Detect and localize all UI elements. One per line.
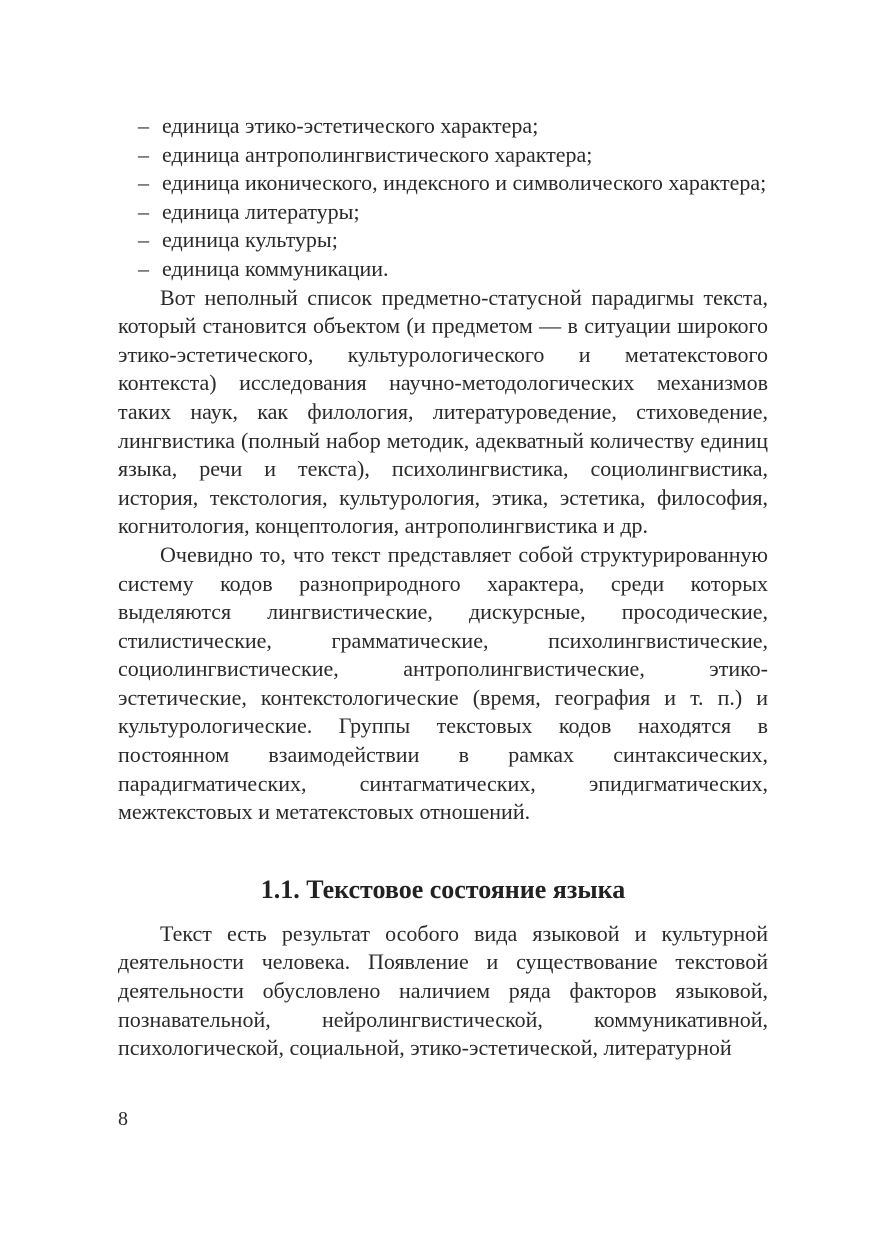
page-body [118, 112, 768, 1063]
list-dash: – [138, 141, 149, 167]
paragraph: Очевидно то, что текст представляет собой структурированную систему кодов разноприродного характера, среди которых выделяются лингвистические, дискурсные, просодические, стилистические, грамматические, психолингвистические, социолингвистические, антрополингвистические, этико-эстетические, контекстологические (время, география и т. п.) и культурологические. Группы текстовых кодов находятся в постоянном взаимодействии в рамках синтаксических, парадигматических, синтагматических, эпидигматических, межтекстовых и метатекстовых отношений. [118, 541, 768, 825]
list-item-text: единица коммуникации. [162, 255, 389, 281]
list-item-text: единица иконического, индексного и символического характера; [162, 170, 767, 196]
list-dash: – [138, 227, 149, 253]
list-dash: – [138, 113, 149, 138]
list-item [96, 255, 768, 284]
list-item-text: единица этико-эстетического характера; [162, 113, 539, 138]
bullet-list [118, 112, 768, 284]
list-item [96, 141, 768, 170]
list-item [96, 169, 768, 198]
section-paragraph: Текст есть результат особого вида языковой и культурной деятельности человека. Появление и существование текстовой деятельности обусловлено наличием ряда факторов языковой, познавательной, нейролингвистической, коммуникативной, психологической, социальной, этико-эстетической, литературной [118, 920, 768, 1061]
list-item [96, 198, 768, 227]
list-item [96, 112, 768, 141]
list-dash: – [138, 255, 149, 281]
list-dash: – [138, 198, 149, 224]
list-item-text: единица литературы; [162, 198, 360, 224]
list-item-text: единица антрополингвистического характера; [162, 141, 593, 167]
list-dash: – [138, 170, 149, 196]
section-heading: 1.1. Текстовое состояние языка [260, 874, 626, 904]
page-number: 8 [118, 1108, 128, 1130]
list-item-text: единица культуры; [162, 227, 338, 253]
list-item [96, 226, 768, 255]
paragraph: Вот неполный список предметно-статусной парадигмы текста, который становится объектом (и предметом — в ситуации широкого этико-эстетического, культурологического и метатекстового контекста) исследования научно-методологических механизмов таких наук, как филология, литературоведение, стиховедение, лингвистика (полный набор методик, адекватный количеству единиц языка, речи и текста), психолингвистика, социолингвистика, история, текстология, культурология, этика, эстетика, философия, когнитология, концептология, антрополингвистика и др. [118, 284, 768, 539]
